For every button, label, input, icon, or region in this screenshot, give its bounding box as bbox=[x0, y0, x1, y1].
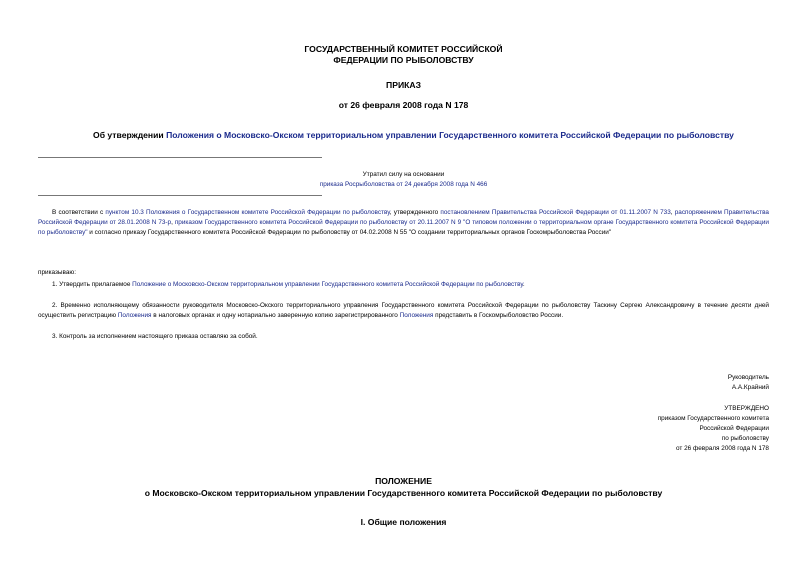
preamble-link-2[interactable]: постановлением Правительства Российской Федерации от 01.11.2007 N 733 bbox=[440, 209, 671, 216]
status-link[interactable]: приказа Росрыболовства от 24 декабря 2008 года N 466 bbox=[319, 181, 488, 188]
order-item-2-text-3: представить в Госкомрыболовство России. bbox=[433, 312, 564, 319]
doc-date: от 26 февраля 2008 года N 178 bbox=[338, 100, 469, 110]
preamble-text-5: и согласно приказу Государственного комитета Российской Федерации по рыболовству от 04.02.2008 N 55 "О создании территориальных органов Госкомрыболовства России" bbox=[87, 229, 612, 236]
preamble-link-1[interactable]: пунктом 10.3 Положения о Государственном комитете Российской Федерации по рыболовству bbox=[105, 209, 390, 216]
org-name-line2: ФЕДЕРАЦИИ ПО РЫБОЛОВСТВУ bbox=[333, 55, 474, 65]
regulation-title: ПОЛОЖЕНИЕ bbox=[375, 476, 432, 486]
preamble-link-4[interactable]: приказом Государственного комитета Российской Федерации по рыболовству от 20.11.2007 N 9 "О типовом положении о территориальном органе Государственного комитета Российской Федерации по рыболовству" bbox=[38, 219, 769, 236]
divider-top bbox=[38, 157, 322, 158]
signature-block bbox=[469, 373, 769, 393]
order-item-2-text-2: в налоговых органах и одну нотариально заверенную копию зарегистрированного bbox=[151, 312, 400, 319]
doc-title-prefix: Об утверждении bbox=[93, 130, 167, 140]
order-item-2-text-1: 2. Временно исполняющему обязанности руководителя Московско-Окского территориального управления Государственного комитета Российской Федерации по рыболовству Таскину Сергею Александровичу в течение десяти дней осуществить регистрацию bbox=[38, 302, 769, 319]
preamble-text-4: , bbox=[171, 219, 175, 226]
order-item-1 bbox=[52, 280, 769, 290]
doc-type: ПРИКАЗ bbox=[386, 80, 421, 90]
order-item-2-link-1[interactable]: Положения bbox=[117, 312, 152, 319]
order-item-1-link[interactable]: Положение о Московско-Окском территориальном управлении Государственного комитета Российской Федерации по рыболовству bbox=[132, 281, 523, 288]
order-item-2-link-2[interactable]: Положения bbox=[399, 312, 434, 319]
preamble-text-2: , утвержденного bbox=[389, 209, 441, 216]
order-item-3: 3. Контроль за исполнением настоящего приказа оставляю за собой. bbox=[52, 333, 258, 340]
org-name-line1: ГОСУДАРСТВЕННЫЙ КОМИТЕТ РОССИЙСКОЙ bbox=[304, 44, 503, 54]
approval-line-2: приказом Государственного комитета bbox=[657, 415, 769, 422]
regulation-subtitle: о Московско-Окском территориальном управлении Государственного комитета Российской Федерации по рыболовству bbox=[144, 488, 663, 498]
status-text: Утратил силу на основании bbox=[362, 171, 445, 178]
preamble-text-3: , bbox=[670, 209, 675, 216]
doc-title bbox=[20, 130, 807, 141]
signature-name: А.А.Крайний bbox=[731, 384, 769, 391]
approval-line-1: УТВЕРЖДЕНО bbox=[724, 405, 769, 412]
section-heading: I. Общие положения bbox=[360, 517, 447, 527]
approval-line-4: по рыболовству bbox=[721, 435, 769, 442]
signature-role: Руководитель bbox=[727, 374, 769, 381]
preamble-link-3[interactable]: распоряжением Правительства Российской Федерации от 28.01.2008 N 73-р bbox=[38, 209, 769, 226]
order-item-2 bbox=[38, 301, 769, 321]
org-name bbox=[0, 44, 807, 66]
preamble-text-1: В соответствии с bbox=[52, 209, 106, 216]
order-item-1-prefix: 1. Утвердить прилагаемое bbox=[52, 281, 133, 288]
preamble bbox=[38, 208, 769, 238]
approval-line-5: от 26 февраля 2008 года N 178 bbox=[676, 445, 769, 452]
doc-title-link[interactable]: Положения о Московско-Окском территориальном управлении Государственного комитета Российской Федерации по рыболовству bbox=[166, 130, 734, 140]
approval-line-3: Российской Федерации bbox=[699, 425, 769, 432]
status-block bbox=[180, 170, 627, 190]
approval-block bbox=[469, 404, 769, 454]
orders-word: приказываю: bbox=[38, 269, 76, 276]
divider-bottom bbox=[38, 195, 322, 196]
order-item-1-suffix: . bbox=[522, 281, 525, 288]
